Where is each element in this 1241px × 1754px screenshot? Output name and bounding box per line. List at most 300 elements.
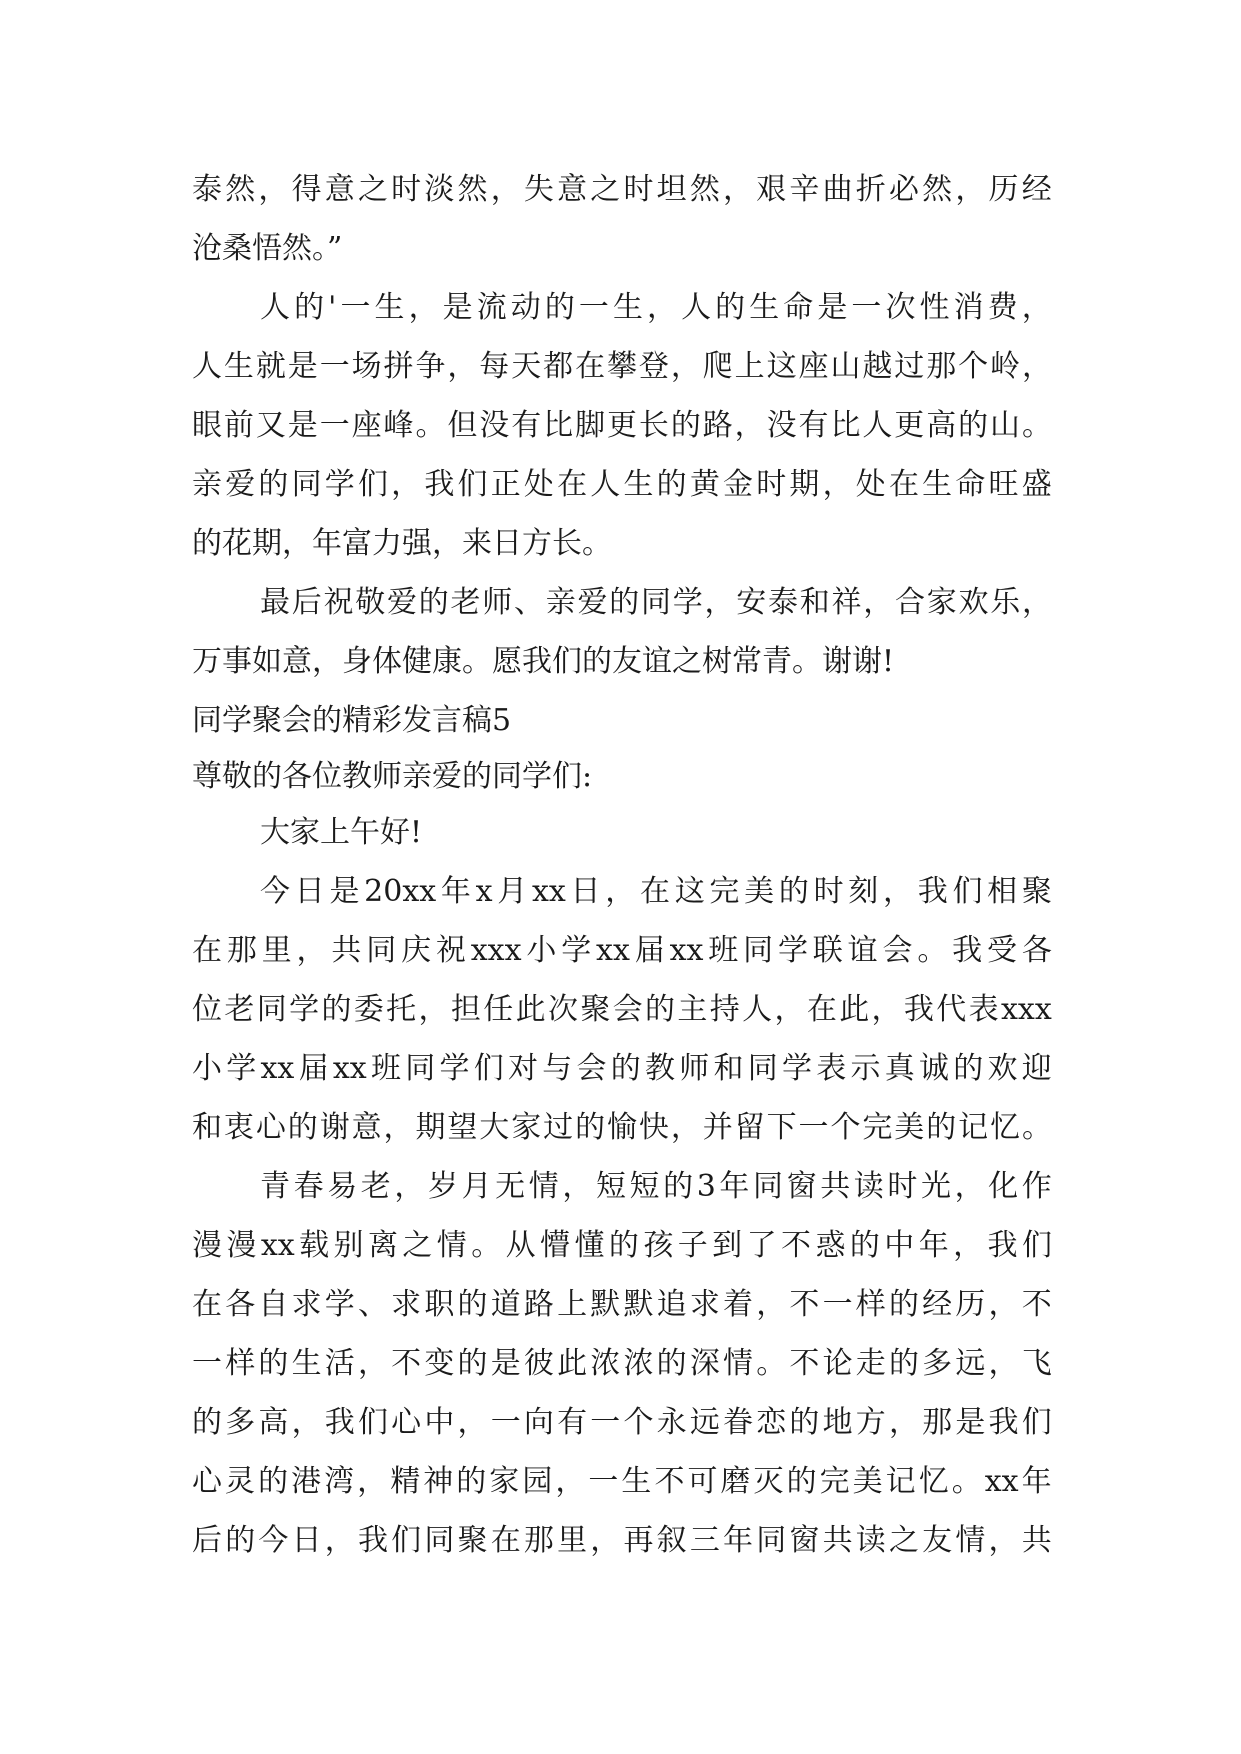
text-char: 样 (225, 1346, 256, 1381)
text-char: 亲 (545, 585, 576, 620)
text-char: ， (324, 1523, 355, 1558)
text-char: 然 (922, 172, 953, 207)
text-char: 争 (415, 349, 446, 384)
text-char: 同 (747, 1051, 778, 1086)
text-char: 主 (677, 992, 708, 1027)
text-char: ， (357, 1346, 388, 1381)
text-char: 多 (225, 1405, 256, 1440)
text-char: 金 (723, 467, 753, 502)
text-char: 更 (894, 408, 925, 443)
text-char: 在 (575, 349, 606, 384)
text-char: 流 (476, 290, 507, 325)
text-char: 迎 (1021, 1051, 1052, 1086)
text-char: 。 (1021, 408, 1052, 443)
text-char: 联 (812, 933, 843, 968)
text-char: 月 (497, 874, 528, 909)
greeting: 大家上午好! (260, 815, 423, 850)
text-char: 的 (888, 1346, 919, 1381)
text-char: 大 (479, 1110, 510, 1145)
text-char: ， (447, 349, 478, 384)
text-char: 此 (515, 992, 546, 1027)
text-char: 望 (447, 1110, 478, 1145)
text-char: ， (723, 172, 753, 207)
text-char: 一 (340, 290, 371, 325)
text-char: 经 (922, 1287, 953, 1322)
text-char: 磨 (720, 1464, 751, 1499)
text-char: 托 (386, 992, 417, 1027)
text-char: ， (670, 1110, 701, 1145)
text-char: 敬 (355, 585, 386, 620)
text-char: 我 (424, 467, 455, 502)
text-line (192, 160, 1052, 219)
text-char: 欢 (958, 585, 989, 620)
text-char: ， (605, 874, 636, 909)
text-char: 过 (894, 349, 925, 384)
text-char: 再 (623, 1523, 654, 1558)
text-char: 是 (442, 290, 473, 325)
text-char: 多 (922, 1346, 953, 1381)
text-char: ， (490, 172, 521, 207)
text-char: 心 (391, 1405, 422, 1440)
text-char: 和 (713, 1051, 744, 1086)
text-char: 然 (689, 172, 720, 207)
text-char: 不 (1021, 1287, 1052, 1322)
text-char: 中 (424, 1405, 455, 1440)
text-char: 灭 (753, 1464, 784, 1499)
text-char: 完 (819, 1464, 850, 1499)
text-char: 走 (855, 1346, 886, 1381)
text-char: 正 (490, 467, 521, 502)
text-char: 峰 (383, 408, 414, 443)
text-char: 辛 (789, 172, 820, 207)
text-char: 的 (608, 1228, 639, 1263)
text-char: 化 (988, 1169, 1019, 1204)
text-char: 生 (223, 349, 254, 384)
text-char: 座 (798, 349, 829, 384)
text-char: 的 (457, 1346, 488, 1381)
text-char: 班 (370, 1051, 401, 1086)
text-char: 人 (192, 349, 222, 384)
text-char: 担 (450, 992, 481, 1027)
text-char: 心 (255, 1110, 286, 1145)
text-char: 日 (294, 874, 325, 909)
text-char: 之 (888, 1523, 919, 1558)
text-char: 师 (482, 585, 513, 620)
text-char: 情 (723, 1346, 753, 1381)
text-char: 年 (719, 1169, 750, 1204)
text-char: ， (734, 408, 765, 443)
text-char: 路 (523, 1287, 554, 1322)
text-char: 快 (638, 1110, 669, 1145)
text-char: 变 (424, 1346, 455, 1381)
text-char: 心 (192, 1464, 222, 1499)
text-char: 后 (192, 1523, 222, 1558)
text-char: 处 (523, 467, 554, 502)
text-char: 脚 (575, 408, 606, 443)
text-char: ， (774, 992, 805, 1027)
text-char: 历 (955, 1287, 986, 1322)
text-line (192, 1452, 1052, 1511)
text-char: 生 (374, 290, 405, 325)
text-char: 比 (543, 408, 574, 443)
text-char: 性 (919, 290, 950, 325)
text-char: 学 (324, 1287, 355, 1322)
text-char: 年 (1021, 1464, 1052, 1499)
text-char: 里 (557, 1523, 588, 1558)
text-char: 更 (606, 408, 637, 443)
text-char: 的 (225, 1523, 256, 1558)
text-char: 命 (783, 290, 814, 325)
text-char: 我 (987, 1228, 1018, 1263)
text-char: 长 (638, 408, 669, 443)
text-line (192, 1275, 1052, 1334)
text-line: 万事如意，身体健康。愿我们的友谊之树常青。谢谢! (192, 644, 895, 679)
text-char: ， (408, 290, 439, 325)
text-char: 我 (917, 874, 948, 909)
text-char: 默 (623, 1287, 654, 1322)
text-char: 读 (853, 1169, 884, 1204)
text-char: ， (418, 992, 449, 1027)
text-char: 们 (357, 467, 388, 502)
text-char: 爱 (387, 585, 417, 620)
text-char: 一 (590, 1405, 621, 1440)
text-char: 我 (903, 992, 934, 1027)
text-char: 意 (351, 1110, 382, 1145)
text-char: 情 (436, 1228, 467, 1263)
text-char: 3 (696, 1169, 716, 1204)
text-char: 与 (542, 1051, 573, 1086)
salutation: 尊敬的各位教师亲爱的同学们: (192, 759, 593, 794)
text-char: 一 (588, 1464, 619, 1499)
text-char: 委 (353, 992, 384, 1027)
text-char: xx (531, 874, 566, 909)
text-char: 那 (523, 1523, 554, 1558)
text-char: 小 (192, 1051, 222, 1086)
text-char: 和 (799, 585, 830, 620)
text-char: 求 (291, 1287, 322, 1322)
text-char: 每 (479, 349, 510, 384)
text-char: 。 (756, 1346, 787, 1381)
text-char: 窗 (786, 1169, 817, 1204)
text-char: 座 (351, 408, 382, 443)
text-char: 漫 (192, 1228, 222, 1263)
text-char: 向 (523, 1405, 554, 1440)
text-char: 共 (331, 933, 362, 968)
text-char: 一 (319, 349, 350, 384)
text-char: ， (258, 172, 289, 207)
text-char: 叙 (656, 1523, 687, 1558)
text-char: 的 (457, 1287, 488, 1322)
text-char: 的 (645, 992, 676, 1027)
text-char: 职 (424, 1287, 455, 1322)
text-char: 祥 (831, 585, 862, 620)
text-char: 场 (351, 349, 382, 384)
text-char: 会 (882, 933, 913, 968)
text-char: 任 (483, 992, 514, 1027)
text-char: 学 (289, 992, 320, 1027)
text-char: 同 (291, 467, 322, 502)
text-char: 人 (260, 290, 290, 325)
text-char: 人 (590, 467, 621, 502)
text-char: 下 (766, 1110, 797, 1145)
text-char: 时 (887, 1169, 918, 1204)
document-body (192, 160, 1052, 1570)
text-char: 生 (621, 1464, 652, 1499)
text-char: 同 (405, 1051, 436, 1086)
text-char: 年 (918, 1228, 949, 1263)
text-char: 的 (609, 585, 640, 620)
text-char: 灵 (225, 1464, 256, 1499)
text-char: 同 (641, 585, 671, 620)
text-char: 路 (702, 408, 733, 443)
text-char: 各 (1021, 933, 1052, 968)
text-char: 一 (490, 1405, 521, 1440)
text-char: 盛 (1021, 467, 1052, 502)
text-char: 们 (1021, 1405, 1052, 1440)
text-char: 浓 (590, 1346, 621, 1381)
text-char: 老 (450, 585, 481, 620)
text-char: 是 (329, 874, 360, 909)
text-char: ， (296, 933, 327, 968)
text-line (192, 1098, 1052, 1157)
text-char: 我 (952, 933, 983, 968)
text-char: 表 (968, 992, 999, 1027)
text-char: ， (647, 290, 677, 325)
text-char: 生 (623, 467, 654, 502)
text-char: 的 (258, 1464, 289, 1499)
text-line (192, 1511, 1052, 1570)
text-char: 的 (958, 408, 989, 443)
text-char: 的 (544, 290, 575, 325)
text-char: 衷 (223, 1110, 254, 1145)
text-char: 个 (830, 1110, 861, 1145)
text-char: 的 (258, 467, 289, 502)
text-char: ， (756, 1287, 787, 1322)
text-char: 同 (753, 1169, 783, 1204)
text-char: 青 (260, 1169, 290, 1204)
text-char: 泰 (768, 585, 798, 620)
text-char: 留 (734, 1110, 765, 1145)
text-char: 眷 (723, 1405, 753, 1440)
text-char: 有 (557, 1405, 588, 1440)
text-char: 老 (360, 1169, 391, 1204)
text-char: 学 (781, 1051, 812, 1086)
text-char: 一 (851, 290, 882, 325)
text-char: 漫 (226, 1228, 257, 1263)
text-char: 今 (260, 874, 290, 909)
text-char: 的 (656, 1346, 687, 1381)
text-char: 默 (590, 1287, 621, 1322)
text-char: 无 (495, 1169, 526, 1204)
text-line (192, 1393, 1052, 1452)
text-char: 湾 (324, 1464, 355, 1499)
text-char: xx (260, 1051, 295, 1086)
text-char: 永 (656, 1405, 687, 1440)
text-char: 前 (223, 408, 254, 443)
text-char: 的 (778, 874, 809, 909)
text-line (192, 862, 1052, 921)
text-char: 孩 (643, 1228, 674, 1263)
text-char: 的 (192, 1405, 222, 1440)
text-char: 在 (557, 467, 588, 502)
text-char: 家 (489, 1464, 520, 1499)
text-char: 高 (258, 1405, 289, 1440)
text-char: 谢 (319, 1110, 350, 1145)
text-char: 就 (255, 349, 286, 384)
text-char: ， (562, 1169, 593, 1204)
text-char: 合 (895, 585, 925, 620)
text-char: 经 (1021, 172, 1052, 207)
text-line (192, 1216, 1052, 1275)
text-char: 聚 (457, 1523, 488, 1558)
text-char: 山 (830, 349, 861, 384)
text-char: 祝 (435, 933, 466, 968)
text-char: 会 (576, 1051, 607, 1086)
text-char: 这 (766, 349, 797, 384)
text-char: 没 (479, 408, 510, 443)
text-char: 的 (418, 585, 449, 620)
text-char: 个 (623, 1405, 654, 1440)
text-char: ， (1021, 349, 1052, 384)
text-char: 飞 (1021, 1346, 1052, 1381)
text-char: 小 (526, 933, 557, 968)
text-char: 的 (656, 467, 687, 502)
text-line (192, 278, 1052, 337)
text-char: 得 (291, 172, 322, 207)
text-char: 学 (777, 933, 808, 968)
text-char: 过 (543, 1110, 574, 1145)
text-char: 愉 (606, 1110, 637, 1145)
text-char: 生 (749, 290, 780, 325)
text-char: ， (953, 1228, 984, 1263)
text-char: xx (596, 933, 630, 968)
text-char: 有 (511, 408, 542, 443)
text-char: 相 (987, 874, 1018, 909)
text-char: 学 (226, 1051, 257, 1086)
text-char: 安 (736, 585, 767, 620)
text-char: 不 (654, 1464, 685, 1499)
text-char: 次 (885, 290, 916, 325)
text-char: 是 (817, 290, 848, 325)
text-char: 方 (855, 1405, 886, 1440)
text-char: 从 (505, 1228, 536, 1263)
text-char: 学 (439, 1051, 470, 1086)
text-char: 教 (644, 1051, 675, 1086)
text-char: 记 (885, 1464, 916, 1499)
text-char: ， (954, 1169, 985, 1204)
text-char: 共 (822, 1523, 853, 1558)
text-char: 求 (689, 1287, 720, 1322)
text-char: 有 (798, 408, 829, 443)
text-char: 是 (490, 1346, 521, 1381)
text-char: 。 (415, 408, 446, 443)
text-char: 拼 (383, 349, 414, 384)
text-char: 记 (958, 1110, 989, 1145)
text-char: 费 (987, 290, 1018, 325)
text-char: 在 (639, 874, 670, 909)
text-char: 是 (955, 1405, 986, 1440)
text-char: ， (1021, 290, 1052, 325)
text-char: ， (1022, 585, 1052, 620)
text-char: 载 (299, 1228, 330, 1263)
text-char: 们 (952, 874, 983, 909)
text-line (192, 396, 1052, 455)
text-char: 动 (510, 290, 541, 325)
text-char: ， (590, 1523, 621, 1558)
text-char: 时 (756, 467, 787, 502)
text-char: 的 (670, 408, 701, 443)
text-char: 。 (471, 1228, 502, 1263)
text-char: 的 (610, 1051, 641, 1086)
text-char: 光 (920, 1169, 951, 1204)
text-char: 一 (319, 408, 350, 443)
text-char: 诚 (918, 1051, 949, 1086)
text-char: 的 (287, 1110, 318, 1145)
text-char: 美 (894, 1110, 925, 1145)
text-char: 在 (192, 1287, 222, 1322)
text-char: 个 (958, 349, 989, 384)
text-char: 友 (922, 1523, 953, 1558)
text-char: ， (988, 1523, 1019, 1558)
text-char: 日 (291, 1523, 322, 1558)
text-char: 次 (547, 992, 578, 1027)
text-char: 命 (955, 467, 986, 502)
text-char: 的 (663, 1169, 694, 1204)
text-char: 懂 (574, 1228, 605, 1263)
text-char: 示 (850, 1051, 881, 1086)
text-char: 自 (258, 1287, 289, 1322)
text-char: 园 (522, 1464, 553, 1499)
text-char: 位 (192, 992, 222, 1027)
text-char: 都 (543, 349, 574, 384)
text-char: 代 (936, 992, 967, 1027)
text-char: 精 (390, 1464, 421, 1499)
text-char: 然 (457, 172, 488, 207)
text-char: ， (357, 1464, 388, 1499)
text-char: 眼 (192, 408, 222, 443)
text-char: 港 (291, 1464, 322, 1499)
text-char: ， (704, 585, 735, 620)
text-char: 样 (855, 1287, 886, 1322)
text-char: 旺 (988, 467, 1019, 502)
text-char: 的 (258, 1346, 289, 1381)
text-char: 活 (324, 1346, 355, 1381)
text-char: 攀 (606, 349, 637, 384)
text-char: 年 (723, 1523, 753, 1558)
text-char: 时 (623, 172, 654, 207)
text-char: xx (669, 933, 704, 968)
text-char: 在 (192, 933, 222, 968)
text-char: 忆 (918, 1464, 949, 1499)
text-char: 春 (293, 1169, 324, 1204)
text-char: 之 (402, 1228, 433, 1263)
text-char: 意 (557, 172, 588, 207)
text-char: 地 (822, 1405, 853, 1440)
text-char: ， (988, 1346, 1019, 1381)
text-char: 历 (988, 172, 1019, 207)
text-char: 惑 (815, 1228, 846, 1263)
text-char: xx (260, 1228, 295, 1263)
text-char: 共 (820, 1169, 851, 1204)
text-char: 处 (855, 467, 886, 502)
text-char: ， (457, 1405, 488, 1440)
text-char: ， (670, 349, 701, 384)
text-char: ， (988, 1287, 1019, 1322)
text-char: 时 (391, 172, 422, 207)
text-char: 是 (287, 408, 318, 443)
text-line: 沧桑悟然。” (192, 231, 343, 266)
text-char: xx (984, 1464, 1019, 1499)
